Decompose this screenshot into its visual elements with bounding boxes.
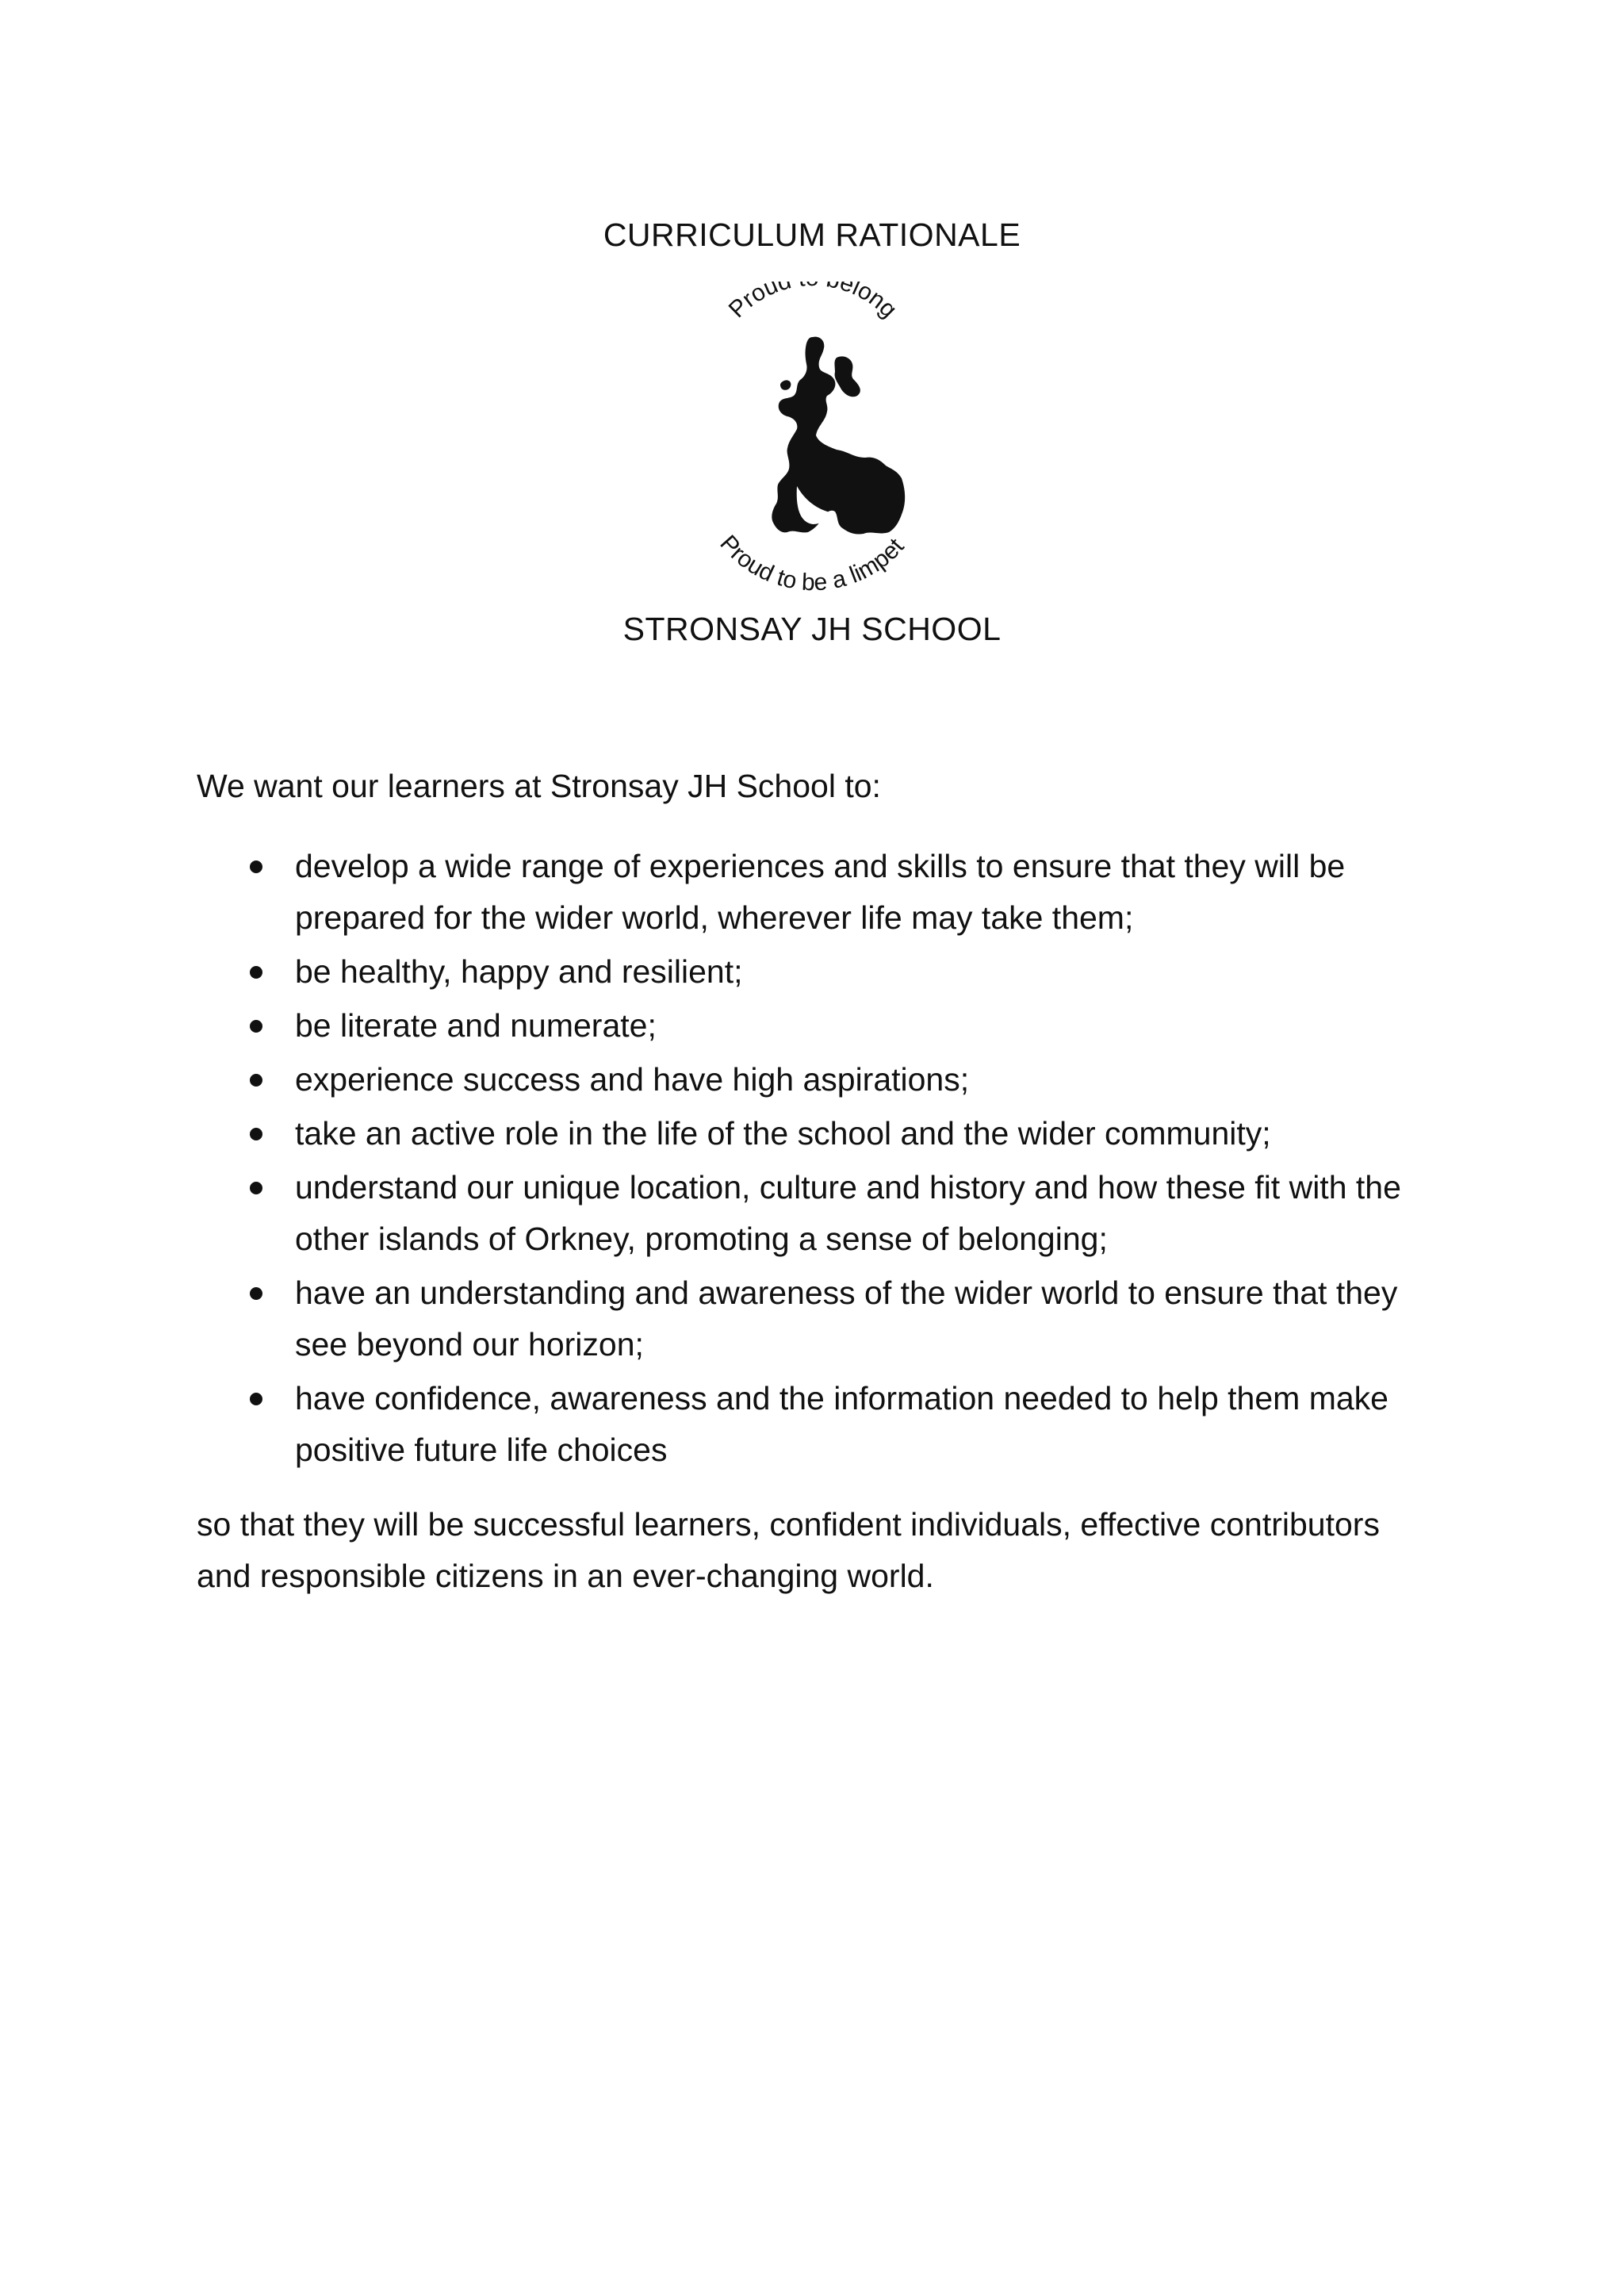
school-logo — [678, 282, 948, 591]
list-item — [197, 1267, 1434, 1370]
list-item — [197, 1162, 1434, 1265]
bullet-icon — [250, 861, 262, 873]
list-item-text: understand our unique location, culture and history and how these fit with the other islands of Orkney, promoting a sense of belonging; — [295, 1169, 1401, 1257]
island-silhouette-icon — [772, 337, 905, 535]
document-title: CURRICULUM RATIONALE — [603, 217, 1021, 253]
bullet-icon — [250, 1393, 262, 1405]
list-item-text: experience success and have high aspirations; — [295, 1061, 970, 1098]
logo-top-text: Proud elong — [723, 282, 902, 324]
list-item-text: be literate and numerate; — [295, 1007, 657, 1044]
bullet-icon — [250, 1182, 262, 1194]
bullet-icon — [250, 1128, 262, 1140]
bullet-icon — [250, 966, 262, 979]
list-item-text: have an understanding and awareness of the wider world to ensure that they see beyond our horizon; — [295, 1274, 1398, 1363]
list-item — [197, 1108, 1434, 1159]
list-item-text: have confidence, awareness and the information needed to help them make positive future life choices — [295, 1380, 1388, 1468]
school-name: STRONSAY JH SCHOOL — [622, 611, 1002, 647]
list-item — [197, 1054, 1434, 1106]
intro-text: We want our learners at Stronsay JH School to: — [197, 768, 881, 804]
bullet-icon — [250, 1287, 262, 1300]
aims-list — [197, 841, 1434, 1478]
conclusion-text: so that they will be successful learners, confident individuals, effective contributors and responsible citizens in an ever-changing world. — [197, 1506, 1380, 1594]
list-item-text: be healthy, happy and resilient; — [295, 953, 743, 990]
list-item-text: develop a wide range of experiences and skills to ensure that they will be prepared for the wider world, wherever life may take them; — [295, 848, 1346, 936]
bullet-icon — [250, 1020, 262, 1033]
list-item — [197, 1373, 1434, 1476]
bullet-icon — [250, 1074, 262, 1087]
list-item-text: take an active role in the life of the school and the wider community; — [295, 1115, 1271, 1152]
list-item — [197, 946, 1434, 998]
list-item — [197, 841, 1434, 944]
list-item — [197, 1000, 1434, 1052]
logo-bottom-text: Proud to be a limpet — [714, 530, 910, 591]
